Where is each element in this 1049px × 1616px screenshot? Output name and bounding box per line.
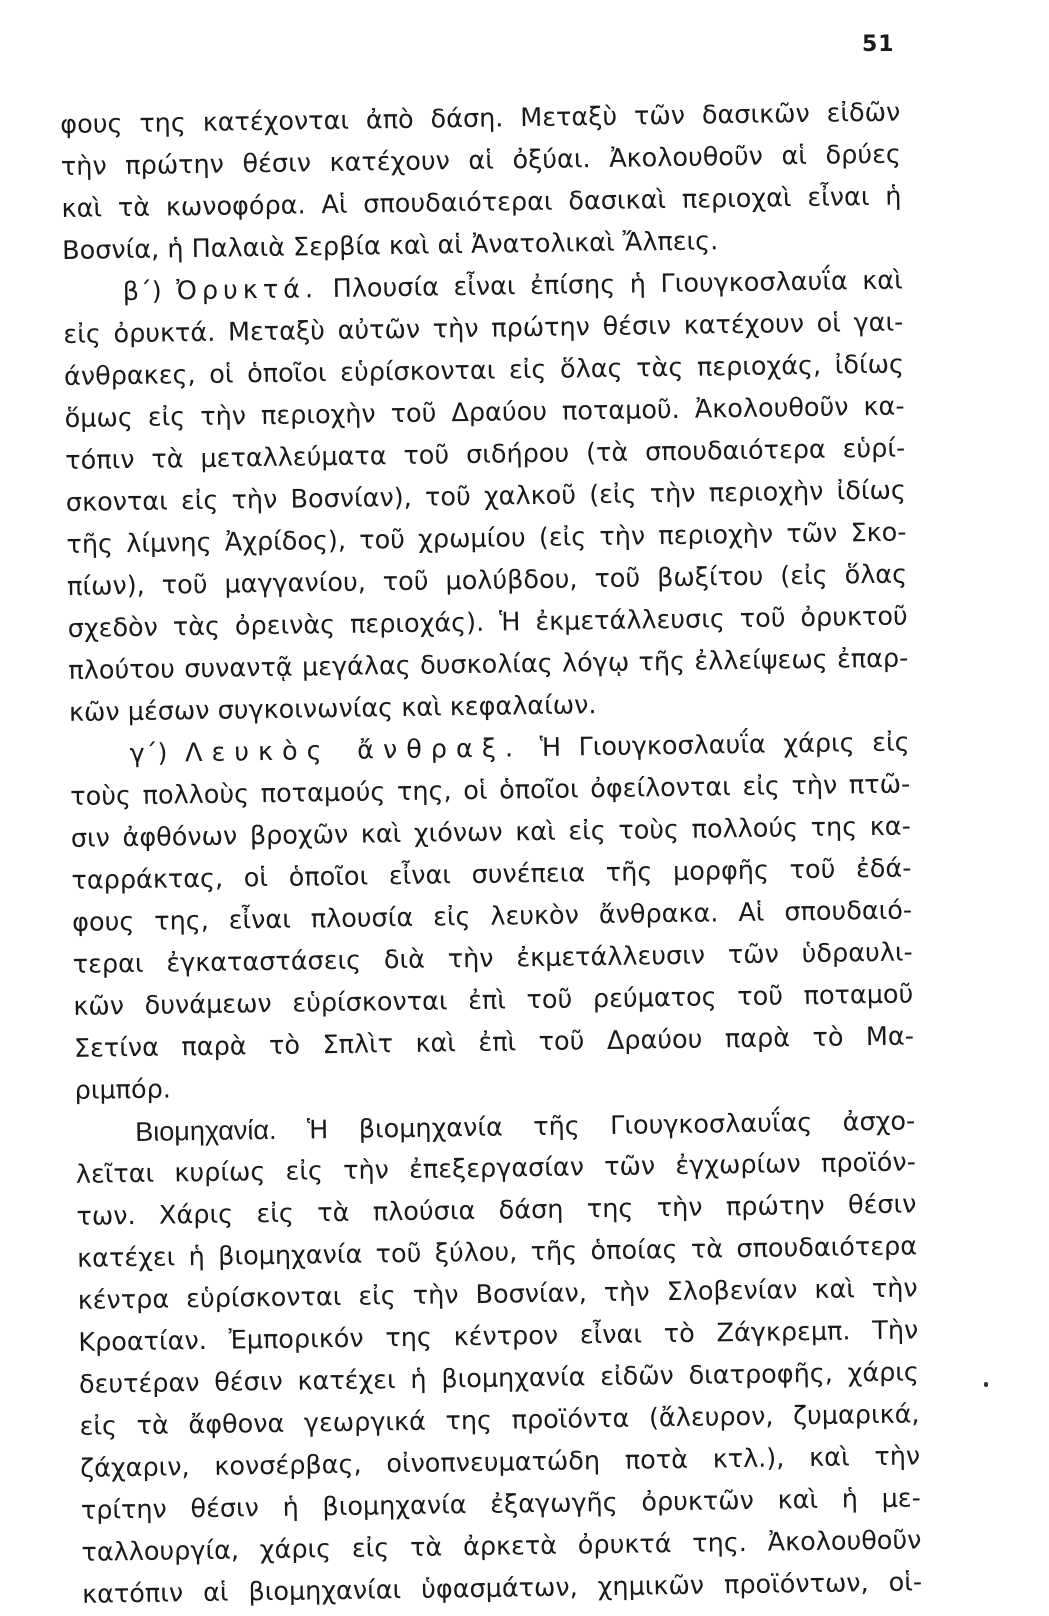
text-line: των. Χάρις εἰς τὰ πλούσια δάση της τὴν πρώτην θέσιν: [76, 1189, 917, 1232]
text-line: άνθρακες, οἱ ὁποῖοι εὑρίσκονται εἰς ὅλας τὰς περιοχάς, ἰδίως: [63, 349, 905, 392]
text-line: καὶ τὰ κωνοφόρα. Αἱ σπουδαιότεραι δασικαὶ περιοχαὶ εἶναι ἡ: [61, 181, 902, 224]
text-line: κῶν μέσων συγκοινωνίας καὶ κεφαλαίων.: [68, 690, 597, 728]
text-line: φους της κατέχονται ἀπὸ δάση. Μεταξὺ τῶν δασικῶν εἰδῶν: [60, 97, 901, 140]
section-marker: β΄): [122, 276, 177, 308]
paper-speck: [984, 1382, 988, 1387]
text-line: δευτέραν θέσιν κατέχει ἡ βιομηχανία εἰδῶν διατροφῆς, χάρις: [78, 1357, 920, 1400]
section-text: Πλουσία εἶναι ἐπίσης ἡ Γιουγκοσλαυΐα καὶ: [317, 265, 903, 305]
text-line: σχεδὸν τὰς ὀρεινὰς περιοχάς). Ἡ ἐκμετάλλευσις τοῦ ὀρυκτοῦ: [67, 601, 908, 644]
text-line: σκονται εἰς τὴν Βοσνίαν), τοῦ χαλκοῦ (εἰς τὴν περιοχὴν ἰδίως: [65, 475, 907, 518]
text-line: πίων), τοῦ μαγγανίου, τοῦ μολύβδου, τοῦ βωξίτου (εἰς ὅλας: [66, 559, 908, 602]
text-line: ριμπόρ.: [74, 1074, 172, 1106]
text-line: Βοσνία, ἡ Παλαιὰ Σερβία καὶ αἱ Ἀνατολικαὶ Ἄλπεις.: [61, 226, 719, 266]
text-line: κέντρα εὑρίσκονται εἰς τὴν Βοσνίαν, τὴν Σλοβενίαν καὶ τὴν: [77, 1273, 918, 1316]
body-text: [60, 92, 922, 1616]
section-text: Ἡ Γιουγκοσλαυΐα χάρις εἰς: [521, 727, 910, 764]
page-number: 51: [862, 32, 895, 57]
text-line: λεῖται κυρίως εἰς τὴν ἐπεξεργασίαν τῶν ἐγχωρίων προϊόν-: [75, 1147, 917, 1190]
text-line: τεραι ἐγκαταστάσεις διὰ τὴν ἐκμετάλλευσιν τῶν ὑδραυλι-: [72, 937, 913, 980]
text-line: τῆς λίμνης Ἀχρίδος), τοῦ χρωμίου (εἰς τὴν περιοχὴν τῶν Σκο-: [66, 517, 907, 560]
text-line: ὅμως εἰς τὴν περιοχὴν τοῦ Δραύου ποταμοῦ. Ἀκολουθοῦν κα-: [64, 391, 905, 434]
text-line: Σετίνα παρὰ τὸ Σπλὶτ καὶ ἐπὶ τοῦ Δραύου παρὰ τὸ Μα-: [73, 1021, 915, 1064]
text-line: τρίτην θέσιν ἡ βιομηχανία ἐξαγωγῆς ὀρυκτῶν καὶ ἡ με-: [80, 1483, 922, 1526]
section-marker: γ΄): [129, 738, 186, 770]
text-line: κατέχει ἡ βιομηχανία τοῦ ξύλου, τῆς ὁποίας τὰ σπουδαιότερα: [76, 1231, 918, 1274]
text-line: ταρράκτας, οἱ ὁποῖοι εἶναι συνέπεια τῆς μορφῆς τοῦ ἐδά-: [71, 853, 912, 896]
text-line: κῶν δυνάμεων εὑρίσκονται ἐπὶ τοῦ ρεύματος τοῦ ποταμοῦ: [73, 979, 914, 1022]
section-heading-industry: Βιομηχανία.: [135, 1114, 277, 1147]
text-line: εἰς τὰ ἄφθονα γεωργικά της προϊόντα (ἄλευρον, ζυμαρικά,: [79, 1399, 920, 1442]
text-line: τὴν πρώτην θέσιν κατέχουν αἱ ὀξύαι. Ἀκολουθοῦν αἱ δρύες: [60, 139, 902, 182]
section-text: Ἡ βιομηχανία τῆς Γιουγκοσλαυΐας ἀσχο-: [276, 1106, 916, 1146]
section-heading-white-coal: Λευκὸς ἄνθραξ.: [184, 733, 523, 769]
text-line: ζάχαριν, κονσέρβας, οἰνοπνευματώδη ποτὰ κτλ.), καὶ τὴν: [80, 1441, 921, 1484]
text-line: εἰς ὀρυκτά. Μεταξὺ αὐτῶν τὴν πρώτην θέσιν κατέχουν οἱ γαι-: [63, 307, 904, 350]
text-line: ταλλουργία, χάρις εἰς τὰ ἀρκετὰ ὀρυκτά της. Ἀκολουθοῦν: [81, 1525, 922, 1568]
text-line: τόπιν τὰ μεταλλεύματα τοῦ σιδήρου (τὰ σπουδαιότερα εὑρί-: [65, 433, 906, 476]
text-line: πλούτου συναντᾷ μεγάλας δυσκολίας λόγῳ τῆς ἐλλείψεως ἐπαρ-: [68, 643, 909, 686]
section-heading-minerals: Ὀρυκτά.: [176, 274, 319, 307]
text-line: σιν ἀφθόνων βροχῶν καὶ χιόνων καὶ εἰς τοὺς πολλούς της κα-: [70, 811, 912, 854]
text-line: φους της, εἶναι πλουσία εἰς λευκὸν ἄνθρακα. Αἱ σπουδαιό-: [71, 895, 913, 938]
text-line: τοὺς πολλοὺς ποταμούς της, οἱ ὁποῖοι ὀφείλονται εἰς τὴν πτῶ-: [70, 769, 911, 812]
text-line: κατόπιν αἱ βιομηχανίαι ὑφασμάτων, χημικῶν προϊόντων, οἱ-: [81, 1567, 923, 1610]
text-line: Κροατίαν. Ἐμπορικόν της κέντρον εἶναι τὸ Ζάγκρεμπ. Τὴν: [78, 1315, 919, 1358]
